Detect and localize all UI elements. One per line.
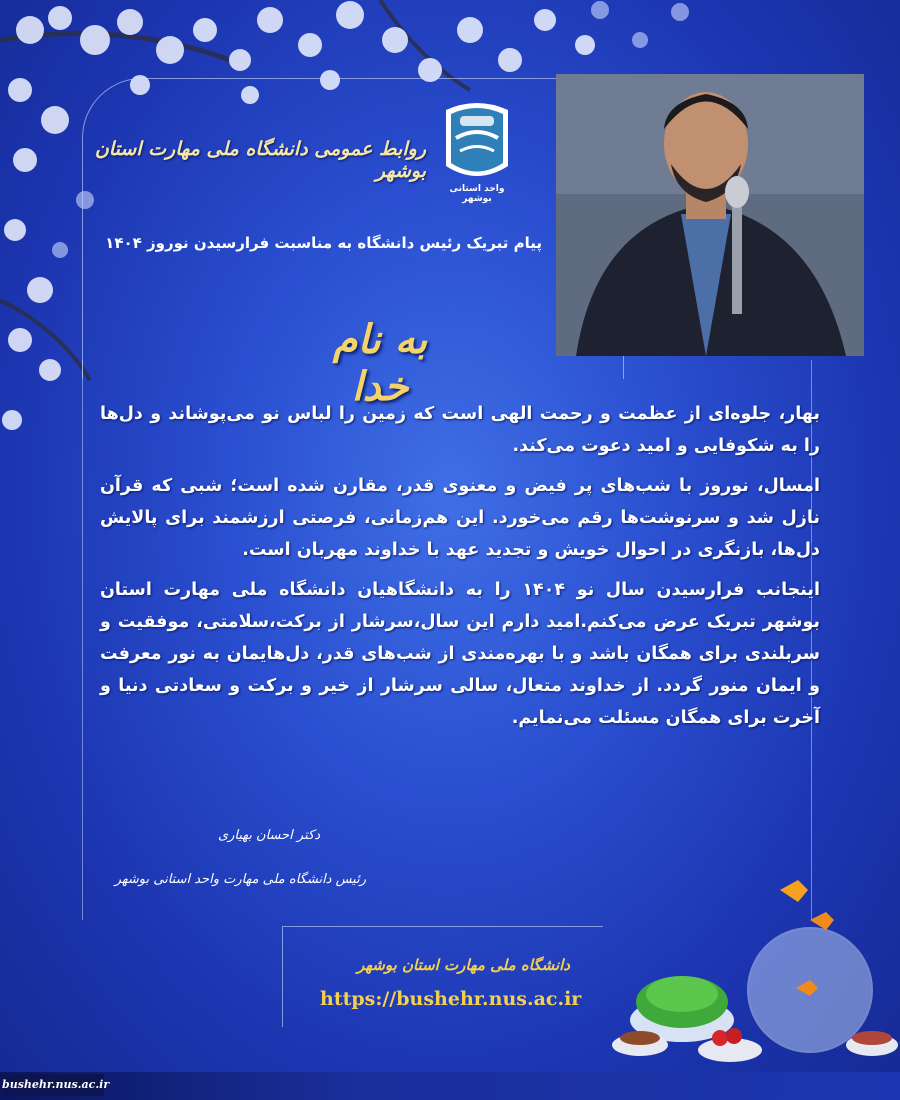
haftsin-decoration	[610, 870, 900, 1070]
bottom-bar	[0, 1072, 900, 1100]
message-body	[100, 398, 820, 742]
university-logo	[440, 96, 514, 192]
header-title: روابط عمومی دانشگاه ملی مهارت استان بوشهر	[94, 138, 426, 182]
message-paragraph-3: اینجانب فرارسیدن سال نو ۱۴۰۴ را به دانشگاهیان دانشگاه ملی مهارت استان بوشهر تبریک عرض می‌کنم.امید دارم این سال،سرشار از برکت،سلامتی، موفقیت و سربلندی برای همگان باشد و با بهره‌مندی از شب‌های قدر، دل‌هایمان به نور معرفت و ایمان منور گردد. از خداوند متعال، سالی سرشار از خیر و برکت و سعادتی دنیا و آخرت برای همگان مسئلت می‌نمایم.	[100, 580, 820, 728]
corner-website-label[interactable]: bushehr.nus.ac.ir	[2, 1074, 104, 1096]
message-paragraph-2: امسال، نوروز با شب‌های پر فیض و معنوی قدر، مقارن شده است؛ شبی که قرآن نازل شد و سرنوشت‌ها رقم می‌خورد. این هم‌زمانی، فرصتی ارزشمند برای پالایش دل‌ها، بازنگری در احوال خویش و تجدید عهد با خداوند مهربان است.	[100, 476, 820, 560]
footer-university-name: دانشگاه ملی مهارت استان بوشهر	[357, 956, 570, 974]
message-subtitle: پیام تبریک رئیس دانشگاه به مناسبت فرارسیدن نوروز ۱۴۰۴	[105, 234, 542, 252]
signer-role: رئیس دانشگاه ملی مهارت واحد استانی بوشهر	[114, 872, 366, 887]
logo-caption: واحد استانی بوشهر	[449, 184, 505, 204]
message-paragraph-1: بهار، جلوه‌ای از عظمت و رحمت الهی است که زمین را لباس نو می‌پوشاند و دل‌ها را به شکوفایی و امید دعوت می‌کند.	[100, 404, 820, 456]
footer-website-link[interactable]: https://bushehr.nus.ac.ir	[320, 988, 582, 1010]
footer-frame	[282, 926, 603, 1027]
speaker-photo	[556, 74, 864, 356]
signer-name: دکتر احسان بهیاری	[217, 828, 320, 843]
bismillah-heading: به نام خدا	[332, 316, 428, 410]
